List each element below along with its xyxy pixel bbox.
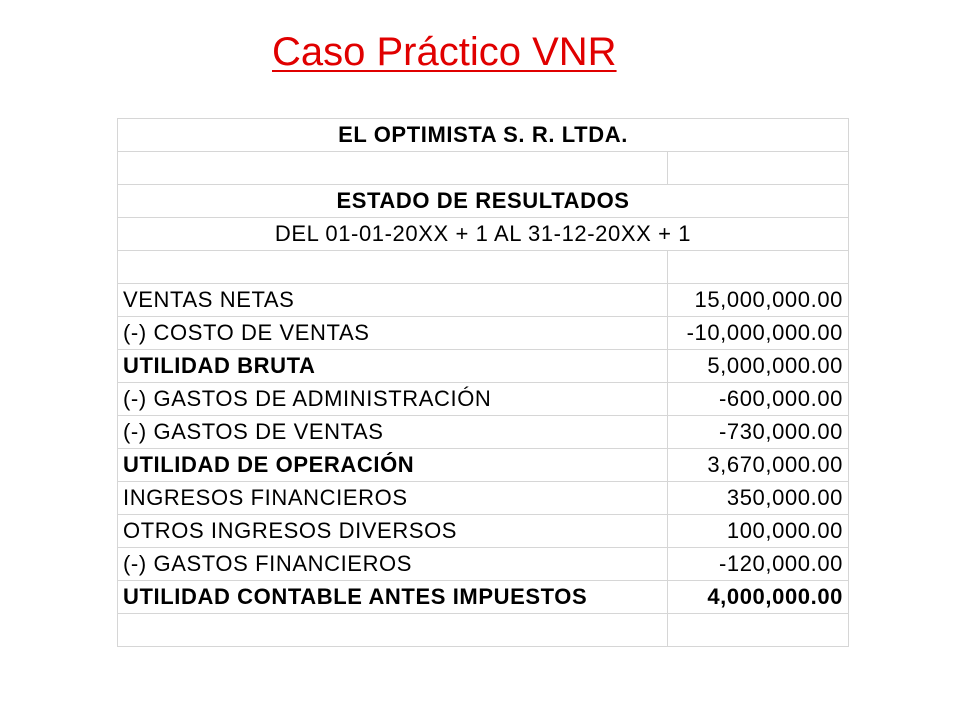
report-period: DEL 01-01-20XX + 1 AL 31-12-20XX + 1 [118, 218, 849, 251]
table-row [118, 515, 849, 548]
table-row [118, 350, 849, 383]
slide-title: Caso Práctico VNR [272, 30, 617, 74]
empty-cell [118, 614, 668, 647]
row-amount-utilidad-bruta: 5,000,000.00 [668, 350, 849, 383]
row-label-ventas-netas: VENTAS NETAS [118, 284, 668, 317]
empty-cell [668, 152, 849, 185]
row-amount-gastos-administracion: -600,000.00 [668, 383, 849, 416]
empty-cell [668, 251, 849, 284]
empty-cell [668, 614, 849, 647]
table-row [118, 284, 849, 317]
table-row [118, 152, 849, 185]
report-title: ESTADO DE RESULTADOS [118, 185, 849, 218]
row-label-costo-de-ventas: (-) COSTO DE VENTAS [118, 317, 668, 350]
row-amount-ingresos-financieros: 350,000.00 [668, 482, 849, 515]
row-label-gastos-ventas: (-) GASTOS DE VENTAS [118, 416, 668, 449]
table-row [118, 317, 849, 350]
row-amount-gastos-ventas: -730,000.00 [668, 416, 849, 449]
row-amount-utilidad-operacion: 3,670,000.00 [668, 449, 849, 482]
table-row [118, 482, 849, 515]
row-label-gastos-administracion: (-) GASTOS DE ADMINISTRACIÓN [118, 383, 668, 416]
table-row [118, 251, 849, 284]
row-label-ingresos-financieros: INGRESOS FINANCIEROS [118, 482, 668, 515]
empty-cell [118, 251, 668, 284]
table-row [118, 119, 849, 152]
empty-cell [118, 152, 668, 185]
table-row [118, 449, 849, 482]
table-row [118, 614, 849, 647]
table-row [118, 383, 849, 416]
row-amount-utilidad-antes-impuestos: 4,000,000.00 [668, 581, 849, 614]
table-row [118, 218, 849, 251]
income-statement-table [117, 118, 849, 647]
table-row [118, 185, 849, 218]
row-label-utilidad-antes-impuestos: UTILIDAD CONTABLE ANTES IMPUESTOS [118, 581, 668, 614]
row-label-utilidad-bruta: UTILIDAD BRUTA [118, 350, 668, 383]
table-row [118, 416, 849, 449]
row-amount-ventas-netas: 15,000,000.00 [668, 284, 849, 317]
row-amount-otros-ingresos: 100,000.00 [668, 515, 849, 548]
row-amount-gastos-financieros: -120,000.00 [668, 548, 849, 581]
row-label-gastos-financieros: (-) GASTOS FINANCIEROS [118, 548, 668, 581]
company-name: EL OPTIMISTA S. R. LTDA. [118, 119, 849, 152]
table-row [118, 581, 849, 614]
row-label-otros-ingresos: OTROS INGRESOS DIVERSOS [118, 515, 668, 548]
row-amount-costo-de-ventas: -10,000,000.00 [668, 317, 849, 350]
row-label-utilidad-operacion: UTILIDAD DE OPERACIÓN [118, 449, 668, 482]
table-row [118, 548, 849, 581]
